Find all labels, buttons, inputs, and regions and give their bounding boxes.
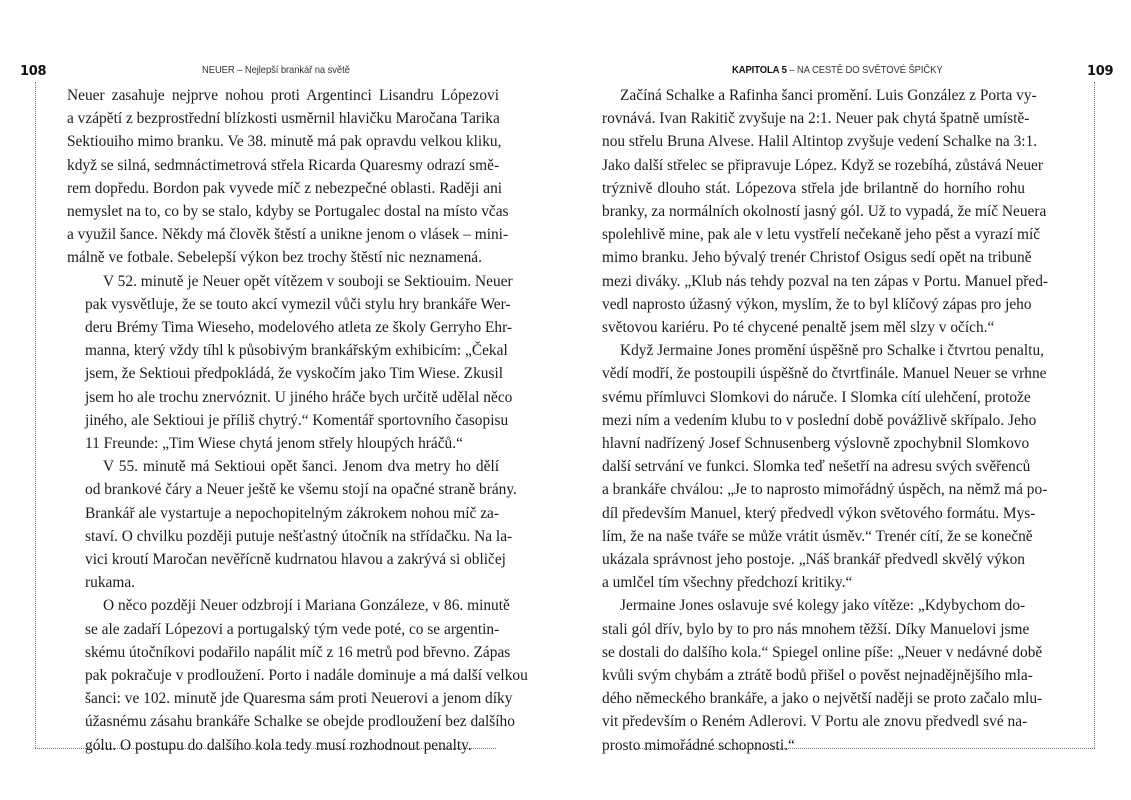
- text-line: světovou kariéru. Po té chycené penaltě jsem měl slzy v očích.“: [602, 319, 995, 337]
- text-line: gólu. O postupu do dalšího kola tedy musí rozhodnout penalty.: [85, 736, 472, 754]
- text-line: skému útočníkovi podařilo napálit míč z 16 metrů pod břevno. Zápas: [85, 643, 511, 661]
- text-line: jsem ho ale trochu znervóznit. U jiného hráče bych určitě udělal něco: [85, 388, 513, 406]
- text-line: manna, který vždy tíhl k působivým brankářským exhibicím: „Čekal: [85, 342, 508, 360]
- text-line: mimo branku. Jeho bývalý trenér Christof Osigus sedí opět na tribuně: [602, 249, 1032, 267]
- text-line: Neuer zasahuje nejprve nohou proti Argentinci Lisandru Lópezovi: [67, 87, 499, 104]
- text-line: nemyslet na to, co by se stalo, kdyby se Portugalec dostal na místo včas: [67, 203, 509, 221]
- chapter-separator: –: [786, 64, 797, 76]
- text-line: a využil šance. Někdy má člověk štěstí a unikne jenom o vlásek – mini-: [67, 226, 509, 244]
- text-line: pak vysvětluje, že se touto akcí vymezil vůči stylu hry brankáře Wer-: [85, 295, 511, 313]
- text-line: Jermaine Jones oslavuje své kolegy jako vítěze: „Kdybychom do-: [620, 597, 1026, 615]
- text-line: jsem, že Sektioui předpokládá, že vyskočím jako Tim Wiese. Zkusil: [85, 365, 504, 383]
- text-line: další setrvání ve funkci. Slomka teď nešetří na adresu svých svěřenců: [602, 458, 1031, 476]
- text-line: prosto mimořádné schopnosti.“: [602, 736, 795, 754]
- right-page: [565, 0, 1131, 800]
- text-line: vedl naprosto úžasný výkon, myslím, že to byl klíčový zápas pro jeho: [602, 295, 1032, 313]
- text-line: nou střelu Bruna Alvese. Halil Altintop zvyšuje vedení Schalke na 3:1.: [602, 133, 1038, 151]
- text-line: od brankové čáry a Neuer ještě ke všemu stojí na opačné straně brány.: [85, 481, 517, 499]
- text-line: dého německého brankáře, a jako o největší naději se proto začalo mlu-: [602, 690, 1043, 708]
- text-line: mezi diváky. „Klub nás tehdy pozval na ten zápas v Portu. Manuel před-: [602, 272, 1049, 290]
- text-line: vědí modří, že postoupili úspěšně do čtvrtfinále. Manuel Neuer se vrhne: [602, 365, 1047, 383]
- text-line: hlavní nadřízený Josef Schnusenberg výslovně zpochybnil Slomkovo: [602, 435, 1030, 453]
- text-line: spolehlivě mine, pak ale v letu vystřelí nečekaně jeho pěst a vyrazí míč: [602, 226, 1041, 244]
- text-line: úžasnému zásahu brankáře Schalke se obejde prodloužení bez dalšího: [85, 713, 515, 731]
- text-line: se dostali do dalšího kola.“ Spiegel online píše: „Neuer v nedávné době: [602, 643, 1043, 661]
- text-line: mezi ním a vedením klubu to v poslední době povážlivě skřípalo. Jeho: [602, 411, 1037, 429]
- text-line: Když Jermaine Jones promění úspěšně pro Schalke i čtvrtou penaltu,: [620, 342, 1044, 360]
- body-text: [67, 84, 528, 757]
- text-line: ukázala správnost jeho postoje. „Náš brankář předvedl skvělý výkon: [602, 551, 1025, 569]
- running-head-book-title: NEUER – Nejlepší brankář na světě: [202, 64, 350, 76]
- text-line: a umlčel tím všechny předchozí kritiky.“: [602, 574, 853, 592]
- paragraph: [67, 84, 509, 270]
- chapter-label: KAPITOLA 5: [732, 64, 787, 76]
- text-line: branky, za normálních okolností jasný gól. Už to vypadá, že míč Neuera: [602, 203, 1047, 221]
- paragraph: [584, 339, 1048, 594]
- text-line: kvůli svým chybám a ztrátě bodů přišel o pověst nejnadějnějšího mla-: [602, 667, 1033, 685]
- page-number: 109: [1087, 64, 1114, 79]
- text-line: vit především o Reném Adlerovi. V Portu ale znovu předvedl své na-: [602, 713, 1028, 731]
- text-line: deru Brémy Tima Wieseho, modelového atleta ze školy Gerryho Ehr-: [85, 319, 513, 337]
- text-line: V 52. minutě je Neuer opět vítězem v souboji se Sektiouim. Neuer: [103, 272, 513, 290]
- paragraph: [67, 455, 517, 594]
- text-line: V 55. minutě má Sektioui opět šanci. Jenom dva metry ho dělí: [103, 458, 499, 476]
- paragraph: [584, 594, 1043, 756]
- text-line: pak pokračuje v prodloužení. Porto i nadále dominuje a má další velkou: [85, 667, 528, 685]
- body-text: [584, 84, 1049, 757]
- text-line: jiného, ale Sektioui je příliš chytrý.“ Komentář sportovního časopisu: [85, 411, 509, 429]
- paragraph: [67, 270, 513, 456]
- text-line: stali gól dřív, bylo by to pro nás mnohem těžší. Díky Manuelovi jsme: [602, 620, 1030, 638]
- text-line: lím, že na naše tváře se může vrátit úsměv.“ Trenér cítí, že se konečně: [602, 527, 1033, 545]
- dotted-margin-rule-vertical: [35, 82, 36, 748]
- text-line: a vzápětí z bezprostřední blízkosti usměrnil hlavičku Maročana Tarika: [67, 110, 500, 128]
- text-line: rovnává. Ivan Rakitič zvyšuje na 2:1. Neuer pak chytá špatně umístě-: [602, 110, 1030, 128]
- text-line: staví. O chvilku později putuje nešťastný útočník na střídačku. Na la-: [85, 527, 513, 545]
- text-line: Začíná Schalke a Rafinha šanci promění. Luis González z Porta vy-: [620, 87, 1037, 104]
- text-line: se ale zadaří Lópezovi a portugalský tým vede poté, co se argentin-: [85, 620, 500, 638]
- running-head-chapter: [732, 64, 943, 76]
- paragraph: [584, 84, 1049, 339]
- text-line: málně ve fotbale. Sebelepší výkon bez trochy štěstí nic neznamená.: [67, 249, 482, 267]
- text-line: Jako další střelec se připravuje López. Když se rozebíhá, zůstává Neuer: [602, 156, 1044, 174]
- text-line: Sektiouiho mimo branku. Ve 38. minutě má pak opravdu velkou kliku,: [67, 133, 502, 151]
- page-number: 108: [20, 64, 47, 79]
- paragraph: [67, 594, 528, 756]
- dotted-margin-rule-vertical: [1094, 82, 1095, 748]
- text-line: když se silná, sedmnáctimetrová střela Ricarda Quaresmy odrazí smě-: [67, 156, 500, 174]
- text-line: rem dopředu. Bordon pak vyvede míč z nebezpečné oblasti. Raději ani: [67, 179, 503, 197]
- text-line: a brankáře chválou: „Je to naprosto mimořádný úspěch, na němž má po-: [602, 481, 1048, 499]
- text-line: šanci: ve 102. minutě jde Quaresma sám proti Neuerovi a jenom díky: [85, 690, 513, 708]
- text-line: díl především Manuel, který předvedl výkon světového formátu. Mys-: [602, 504, 1036, 522]
- left-page: [0, 0, 565, 800]
- text-line: 11 Freunde: „Tim Wiese chytá jenom střely hloupých hráčů.“: [85, 435, 463, 453]
- text-line: O něco později Neuer odzbrojí i Mariana Gonzáleze, v 86. minutě: [103, 597, 510, 615]
- text-line: svému přímluvci Slomkovi do náruče. I Slomka cítí ulehčení, protože: [602, 388, 1031, 406]
- text-line: vici kroutí Maročan nevěřícně kudrnatou hlavou a zakrývá si obličej: [85, 551, 506, 569]
- text-line: trýznivě dlouho stát. Lópezova střela jde brilantně do horního rohu: [602, 179, 1025, 197]
- text-line: Brankář ale vystartuje a nepochopitelným zákrokem nohou míč za-: [85, 504, 499, 522]
- chapter-title: NA CESTĚ DO SVĚTOVÉ ŠPIČKY: [796, 64, 943, 76]
- text-line: rukama.: [85, 574, 135, 592]
